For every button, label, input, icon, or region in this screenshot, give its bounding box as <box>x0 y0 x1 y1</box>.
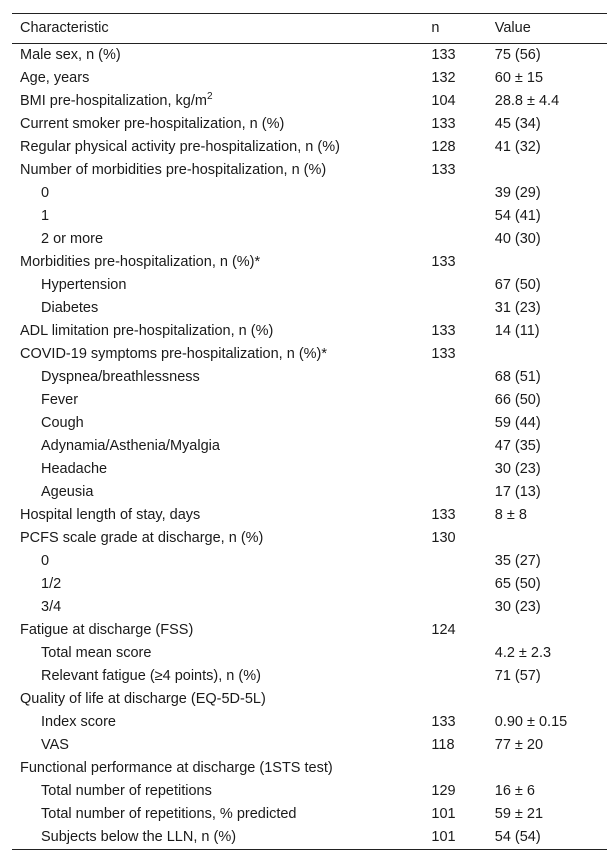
row-characteristic <box>12 67 431 90</box>
row-value: 65 (50) <box>494 576 541 592</box>
row-value: 67 (50) <box>494 277 541 293</box>
row-characteristic <box>12 665 431 688</box>
row-n <box>431 274 494 297</box>
row-characteristic <box>12 159 431 182</box>
row-characteristic <box>12 826 431 850</box>
row-value <box>495 251 607 274</box>
row-value: 16 ± 6 <box>494 783 535 799</box>
table-row <box>12 734 607 757</box>
table-row <box>12 573 607 596</box>
row-label: BMI pre-hospitalization, kg/m <box>20 93 207 109</box>
row-value: 66 (50) <box>494 392 541 408</box>
row-n <box>431 481 494 504</box>
table-row <box>12 596 607 619</box>
table-row <box>12 274 607 297</box>
header-row <box>12 14 607 44</box>
table-body <box>12 44 607 850</box>
row-value: 71 (57) <box>494 668 541 684</box>
row-n: 133 <box>431 714 456 730</box>
table-row <box>12 90 607 113</box>
row-value: 45 (34) <box>494 116 541 132</box>
table-row <box>12 389 607 412</box>
header-value: Value <box>494 20 531 36</box>
header-n: n <box>431 20 440 36</box>
row-characteristic <box>12 504 431 527</box>
row-n: 128 <box>431 139 456 155</box>
table-row <box>12 136 607 159</box>
row-label: 1 <box>41 208 50 224</box>
row-characteristic <box>12 780 431 803</box>
row-n <box>431 389 494 412</box>
row-value <box>495 159 607 182</box>
row-label: Fever <box>41 392 79 408</box>
table-row <box>12 642 607 665</box>
row-n: 101 <box>431 806 456 822</box>
row-label: Adynamia/Asthenia/Myalgia <box>41 438 220 454</box>
row-n <box>431 435 494 458</box>
row-n: 133 <box>431 346 456 362</box>
row-value <box>495 688 607 711</box>
table-row <box>12 366 607 389</box>
row-n <box>431 297 494 320</box>
row-label: Total number of repetitions, % predicted <box>41 806 297 822</box>
row-n <box>431 366 494 389</box>
table-row <box>12 688 607 711</box>
row-characteristic <box>12 366 431 389</box>
row-n: 104 <box>431 93 456 109</box>
row-value: 68 (51) <box>494 369 541 385</box>
row-characteristic <box>12 228 431 251</box>
row-label: Total mean score <box>41 645 152 661</box>
row-label: Headache <box>41 461 108 477</box>
table-row <box>12 412 607 435</box>
row-value: 14 (11) <box>494 323 540 339</box>
table-row <box>12 504 607 527</box>
row-value: 35 (27) <box>494 553 541 569</box>
row-label: Age, years <box>20 70 90 86</box>
row-label: ADL limitation pre-hospitalization, n (%) <box>20 323 274 339</box>
row-label: Hypertension <box>41 277 127 293</box>
row-label: 0 <box>41 553 50 569</box>
row-n: 133 <box>431 162 456 178</box>
row-value: 40 (30) <box>494 231 541 247</box>
row-label: Fatigue at discharge (FSS) <box>20 622 194 638</box>
row-label: 3/4 <box>41 599 62 615</box>
row-characteristic <box>12 711 431 734</box>
row-n: 118 <box>431 737 455 753</box>
row-characteristic <box>12 297 431 320</box>
row-characteristic <box>12 205 431 228</box>
row-value: 30 (23) <box>494 599 541 615</box>
row-label-superscript: 2 <box>206 91 213 103</box>
row-n <box>431 182 494 205</box>
row-n: 133 <box>431 116 456 132</box>
row-characteristic <box>12 642 431 665</box>
row-value: 77 ± 20 <box>494 737 544 753</box>
row-label: Total number of repetitions <box>41 783 212 799</box>
row-label: Cough <box>41 415 84 431</box>
row-label: PCFS scale grade at discharge, n (%) <box>20 530 264 546</box>
row-value: 30 (23) <box>494 461 541 477</box>
row-value: 28.8 ± 4.4 <box>494 93 560 109</box>
row-label: Current smoker pre-hospitalization, n (%) <box>20 116 285 132</box>
row-characteristic <box>12 688 431 711</box>
table-row <box>12 343 607 366</box>
row-characteristic <box>12 734 431 757</box>
row-characteristic <box>12 573 431 596</box>
row-n: 133 <box>431 323 456 339</box>
row-characteristic <box>12 619 431 642</box>
table-row <box>12 159 607 182</box>
row-label: Functional performance at discharge (1STS test) <box>20 760 333 776</box>
row-characteristic <box>12 320 431 343</box>
row-n <box>431 688 494 711</box>
row-n <box>431 412 494 435</box>
row-value: 41 (32) <box>494 139 541 155</box>
table-row <box>12 481 607 504</box>
table-row <box>12 826 607 850</box>
row-label: Dyspnea/breathlessness <box>41 369 200 385</box>
row-label: Quality of life at discharge (EQ-5D-5L) <box>20 691 266 707</box>
row-n: 132 <box>431 70 456 86</box>
table-row <box>12 665 607 688</box>
row-characteristic <box>12 481 431 504</box>
row-characteristic <box>12 527 431 550</box>
characteristics-table <box>12 13 607 850</box>
row-value: 47 (35) <box>494 438 541 454</box>
row-characteristic <box>12 550 431 573</box>
row-label: Diabetes <box>41 300 99 316</box>
table-row <box>12 44 607 68</box>
row-value: 31 (23) <box>494 300 541 316</box>
row-characteristic <box>12 803 431 826</box>
row-value: 54 (41) <box>494 208 541 224</box>
row-value: 59 ± 21 <box>494 806 544 822</box>
row-value <box>495 757 607 780</box>
row-n: 133 <box>431 254 456 270</box>
row-characteristic <box>12 182 431 205</box>
row-characteristic <box>12 412 431 435</box>
row-n <box>431 665 494 688</box>
header-characteristic: Characteristic <box>20 20 109 36</box>
row-characteristic <box>12 757 431 780</box>
table-row <box>12 205 607 228</box>
row-characteristic <box>12 90 431 113</box>
row-characteristic <box>12 136 431 159</box>
row-n: 129 <box>431 783 456 799</box>
row-label: Index score <box>41 714 116 730</box>
row-label: COVID-19 symptoms pre-hospitalization, n (%)* <box>20 346 328 362</box>
characteristics-table-container <box>12 13 607 850</box>
row-characteristic <box>12 596 431 619</box>
table-row <box>12 182 607 205</box>
table-row <box>12 113 607 136</box>
row-label: 0 <box>41 185 50 201</box>
row-value: 60 ± 15 <box>494 70 544 86</box>
row-value: 75 (56) <box>494 47 541 63</box>
table-row <box>12 251 607 274</box>
table-row <box>12 757 607 780</box>
table-row <box>12 619 607 642</box>
table-row <box>12 550 607 573</box>
row-n <box>431 228 494 251</box>
table-row <box>12 320 607 343</box>
row-label: Regular physical activity pre-hospitalization, n (%) <box>20 139 340 155</box>
row-label: 2 or more <box>41 231 104 247</box>
row-n <box>431 573 494 596</box>
row-value <box>495 343 607 366</box>
row-value: 39 (29) <box>494 185 541 201</box>
row-value: 54 (54) <box>494 829 541 845</box>
row-label: Male sex, n (%) <box>20 47 121 63</box>
row-value <box>495 527 607 550</box>
row-n: 101 <box>431 829 456 845</box>
row-value: 8 ± 8 <box>494 507 527 523</box>
row-characteristic <box>12 113 431 136</box>
row-label: Subjects below the LLN, n (%) <box>41 829 237 845</box>
row-label: 1/2 <box>41 576 62 592</box>
row-n <box>431 596 494 619</box>
row-characteristic <box>12 251 431 274</box>
row-label: Number of morbidities pre-hospitalization, n (%) <box>20 162 327 178</box>
row-value: 17 (13) <box>494 484 541 500</box>
row-label: VAS <box>41 737 69 753</box>
table-row <box>12 803 607 826</box>
row-characteristic <box>12 389 431 412</box>
row-characteristic <box>12 274 431 297</box>
table-row <box>12 228 607 251</box>
row-label: Morbidities pre-hospitalization, n (%)* <box>20 254 261 270</box>
row-n: 130 <box>431 530 456 546</box>
row-value: 4.2 ± 2.3 <box>494 645 552 661</box>
row-n: 133 <box>431 507 456 523</box>
row-value: 0.90 ± 0.15 <box>494 714 568 730</box>
row-label: Hospital length of stay, days <box>20 507 201 523</box>
row-n <box>431 757 494 780</box>
row-characteristic <box>12 343 431 366</box>
row-characteristic <box>12 458 431 481</box>
row-value: 59 (44) <box>494 415 541 431</box>
table-row <box>12 780 607 803</box>
table-row <box>12 711 607 734</box>
table-row <box>12 297 607 320</box>
row-n <box>431 458 494 481</box>
row-n <box>431 642 494 665</box>
row-characteristic <box>12 44 431 68</box>
table-row <box>12 67 607 90</box>
table-row <box>12 527 607 550</box>
table-row <box>12 435 607 458</box>
row-n <box>431 205 494 228</box>
row-n: 124 <box>431 622 456 638</box>
row-label: Ageusia <box>41 484 94 500</box>
row-value <box>495 619 607 642</box>
row-n: 133 <box>431 47 456 63</box>
table-row <box>12 458 607 481</box>
row-characteristic <box>12 435 431 458</box>
row-label: Relevant fatigue (≥4 points), n (%) <box>41 668 261 684</box>
table-header <box>12 14 607 44</box>
row-n <box>431 550 494 573</box>
